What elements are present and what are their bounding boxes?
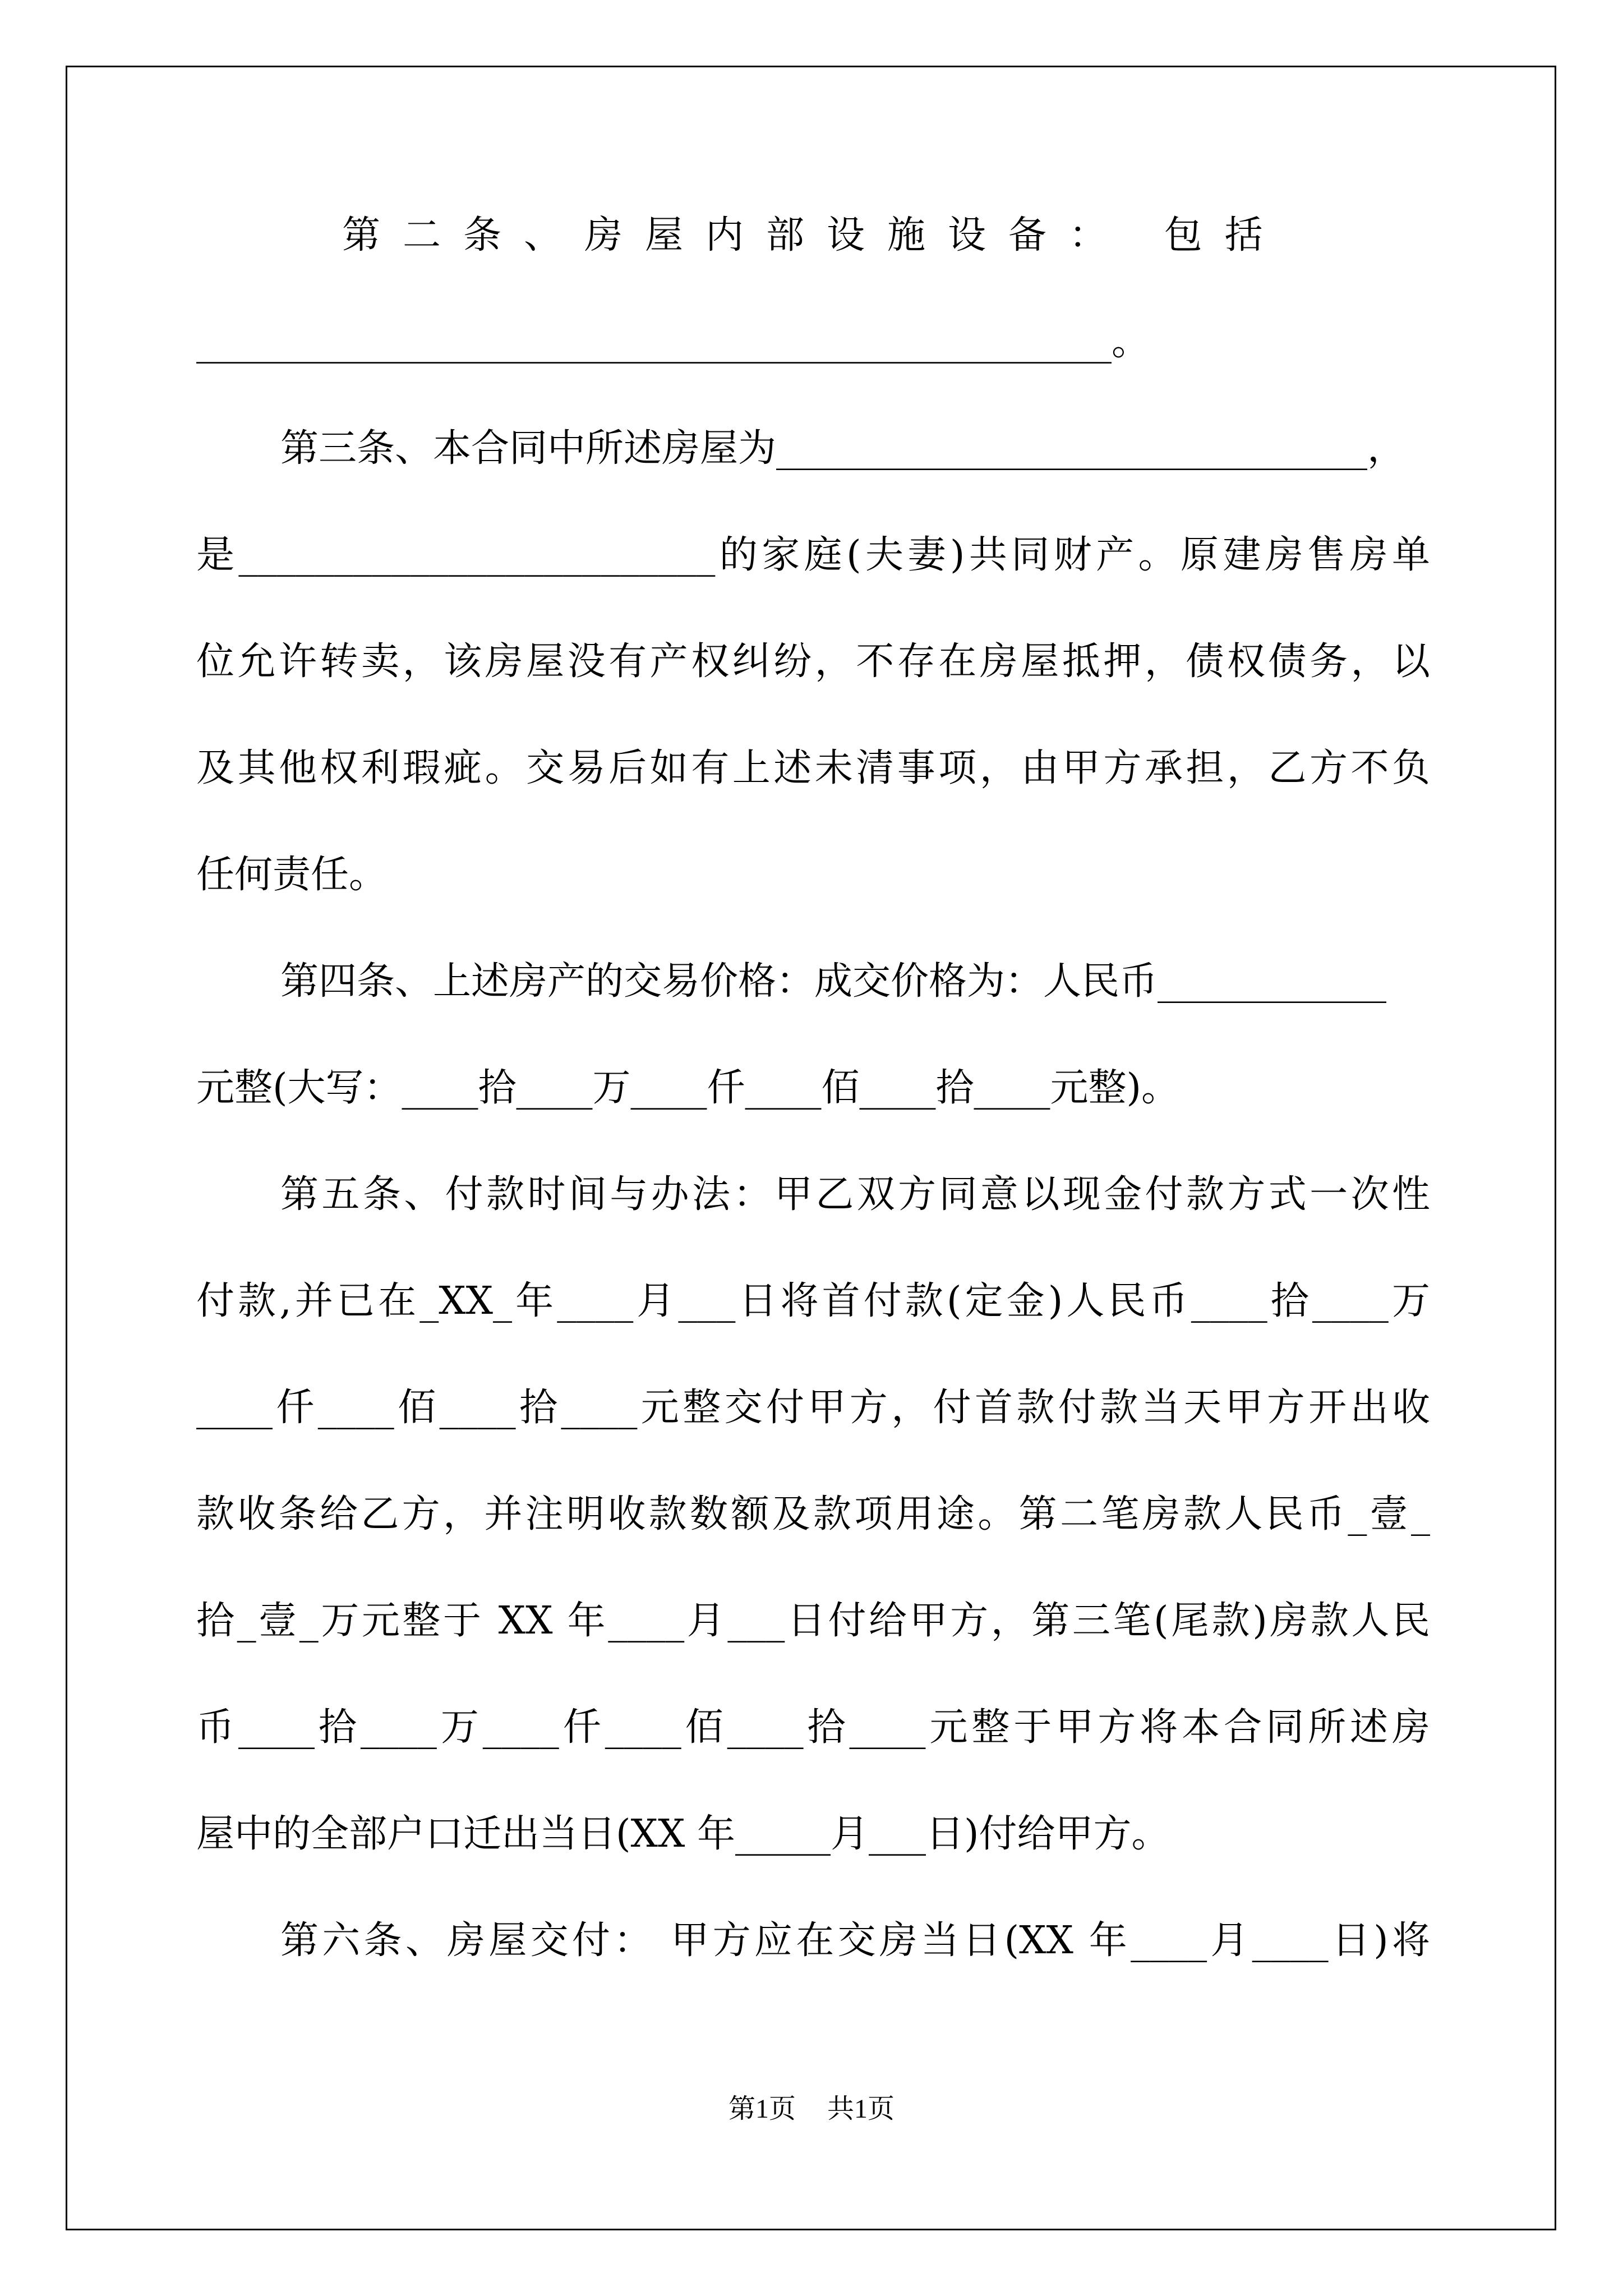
clause-5-line-1: 第五条、付款时间与办法：甲乙双方同意以现金付款方式一次性 [280, 1172, 1430, 1217]
page-footer [0, 2087, 1623, 2125]
clause-5-line-3: ____仟____佰____拾____元整交付甲方，付首款付款当天甲方开出收 [196, 1386, 1430, 1430]
clause-3-line-5: 任何责任。 [196, 853, 388, 897]
clause-3-line-4: 及其他权利瑕疵。交易后如有上述未清事项，由甲方承担，乙方不负 [196, 746, 1430, 790]
clause-4-line-2: 元整(大写：____拾____万____仟____佰____拾____元整)。 [196, 1066, 1180, 1110]
clause-2-line-2: ________________________________________________。 [196, 320, 1150, 364]
clause-5-line-4: 款收条给乙方，并注明收款数额及款项用途。第二笔房款人民币_壹_ [196, 1492, 1430, 1536]
clause-5-line-2: 付款,并已在_XX_年____月___日将首付款(定金)人民币____拾____万 [196, 1279, 1430, 1323]
clause-3-line-2: 是_________________________的家庭(夫妻)共同财产。原建房售房单 [196, 533, 1430, 577]
clause-3-line-3: 位允许转卖，该房屋没有产权纠纷，不存在房屋抵押，债权债务，以 [196, 639, 1430, 684]
clause-3-line-1: 第三条、本合同中所述房屋为_______________________________， [280, 426, 1406, 471]
clause-6-line-1: 第六条、房屋交付： 甲方应在交房当日(XX 年____月____日)将 [280, 1918, 1430, 1963]
page-number: 第1页 [728, 2094, 796, 2124]
page-total: 共1页 [827, 2094, 895, 2124]
clause-2-line-1: 第二条、房屋内部设施设备： 包括 [342, 213, 1285, 257]
clause-5-line-5: 拾_壹_万元整于 XX 年____月___日付给甲方，第三笔(尾款)房款人民 [196, 1599, 1430, 1643]
page-border [66, 66, 1556, 2230]
clause-5-line-7: 屋中的全部户口迁出当日(XX 年_____月___日)付给甲方。 [196, 1812, 1170, 1856]
clause-4-line-1: 第四条、上述房产的交易价格：成交价格为：人民币____________ [280, 959, 1387, 1004]
clause-5-line-6: 币____拾____万____仟____佰____拾____元整于甲方将本合同所述房 [196, 1705, 1430, 1750]
